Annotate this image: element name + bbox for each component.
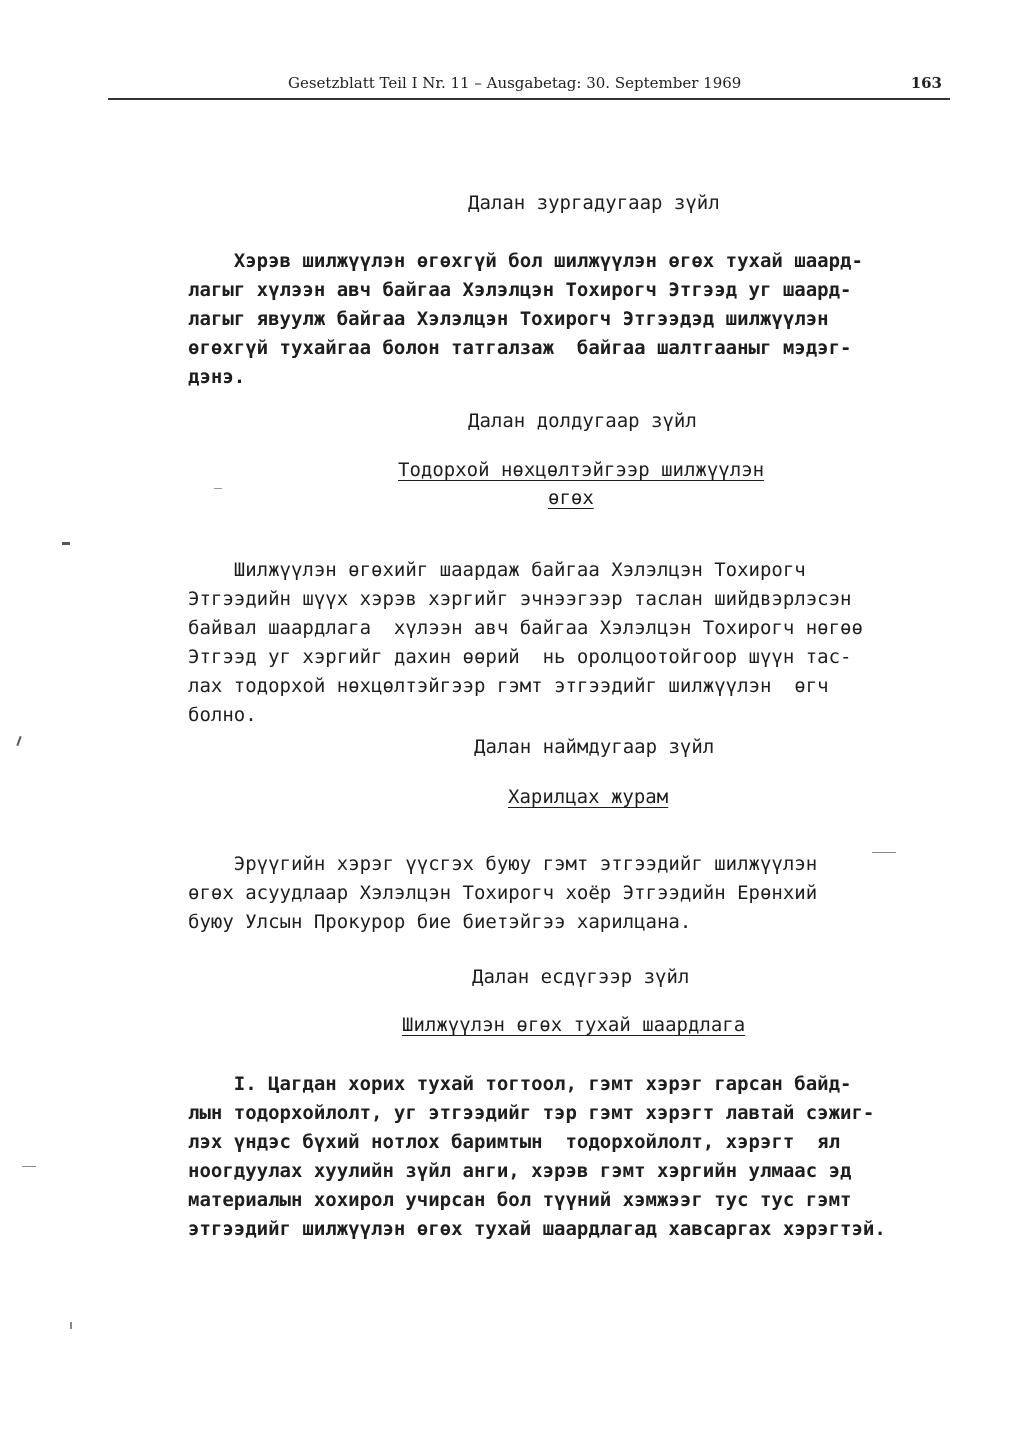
paragraph-line: өгөх асуудлаар Хэлэлцэн Тохирогч хоёр Этгээдийн Ерөнхий [188, 882, 818, 904]
article-77-paragraph [188, 556, 908, 730]
paragraph-line: лагыг хүлээн авч байгаа Хэлэлцэн Тохирогч Этгээд уг шаард- [188, 279, 852, 301]
paragraph-line: өгөхгүй тухайгаа болон татгалзаж байгаа шалтгааныг мэдэг- [188, 337, 852, 359]
scan-mark [16, 736, 21, 746]
article-78-heading: Далан наймдугаар зүйл [474, 736, 715, 758]
paragraph-line: I. Цагдан хорих тухай тогтоол, гэмт хэрэг гарсан байд- [188, 1073, 852, 1095]
paragraph-line: болно. [188, 704, 257, 726]
paragraph-line: Хэрэв шилжүүлэн өгөхгүй бол шилжүүлэн өгөх тухай шаард- [188, 250, 863, 272]
article-79-subheading: Шилжүүлэн өгөх тухай шаардлага [402, 1014, 746, 1036]
scan-mark [214, 488, 222, 489]
article-78-subheading: Харилцах журам [508, 786, 669, 808]
paragraph-line: Этгээдийн шүүх хэрэв хэргийг эчнээгээр таслан шийдвэрлэсэн [188, 588, 852, 610]
paragraph-line: буюу Улсын Прокурор бие биетэйгээ харилцана. [188, 911, 692, 933]
paragraph-line: ноогдуулах хуулийн зүйл анги, хэрэв гэмт хэргийн улмаас эд [188, 1160, 852, 1182]
scan-mark [70, 1322, 72, 1329]
header-rule [108, 98, 950, 100]
scan-mark [872, 852, 896, 853]
article-76-paragraph [188, 247, 908, 392]
paragraph-line: этгээдийг шилжүүлэн өгөх тухай шаардлагад хавсаргах хэрэгтэй. [188, 1218, 886, 1240]
gazette-title: Gesetzblatt Teil I Nr. 11 – Ausgabetag: 30. September 1969 [288, 74, 742, 92]
paragraph-line: Шилжүүлэн өгөхийг шаардаж байгаа Хэлэлцэн Тохирогч [188, 559, 806, 581]
scan-mark [62, 542, 70, 545]
article-79-heading: Далан есдүгээр зүйл [472, 966, 690, 988]
page-header [108, 72, 950, 100]
article-76-heading: Далан зургадугаар зүйл [468, 192, 720, 214]
scan-mark [22, 1166, 36, 1167]
paragraph-line: материалын хохирол учирсан бол түүний хэмжээг тус тус гэмт [188, 1189, 852, 1211]
article-79-paragraph [188, 1070, 908, 1244]
article-77-subheading-line1: Тодорхой нөхцөлтэйгээр шилжүүлэн [398, 459, 765, 481]
paragraph-line: дэнэ. [188, 366, 246, 388]
article-77-heading: Далан долдугаар зүйл [468, 410, 697, 432]
article-78-paragraph [188, 850, 908, 937]
paragraph-line: лах тодорхой нөхцөлтэйгээр гэмт этгээдийг шилжүүлэн өгч [188, 675, 829, 697]
paragraph-line: Эрүүгийн хэрэг үүсгэх буюу гэмт этгээдийг шилжүүлэн [188, 853, 818, 875]
paragraph-line: лэх үндэс бүхий нотлох баримтын тодорхойлолт, хэрэгт ял [188, 1131, 841, 1153]
paragraph-line: Этгээд уг хэргийг дахин өөрий нь оролцоотойгоор шүүн тас- [188, 646, 852, 668]
paragraph-line: лагыг явуулж байгаа Хэлэлцэн Тохирогч Этгээдэд шилжүүлэн [188, 308, 829, 330]
page-number: 163 [910, 74, 942, 92]
paragraph-line: лын тодорхойлолт, уг этгээдийг тэр гэмт хэрэгт лавтай сэжиг- [188, 1102, 875, 1124]
article-77-subheading-line2: өгөх [548, 487, 594, 509]
paragraph-line: байвал шаардлага хүлээн авч байгаа Хэлэлцэн Тохирогч нөгөө [188, 617, 863, 639]
